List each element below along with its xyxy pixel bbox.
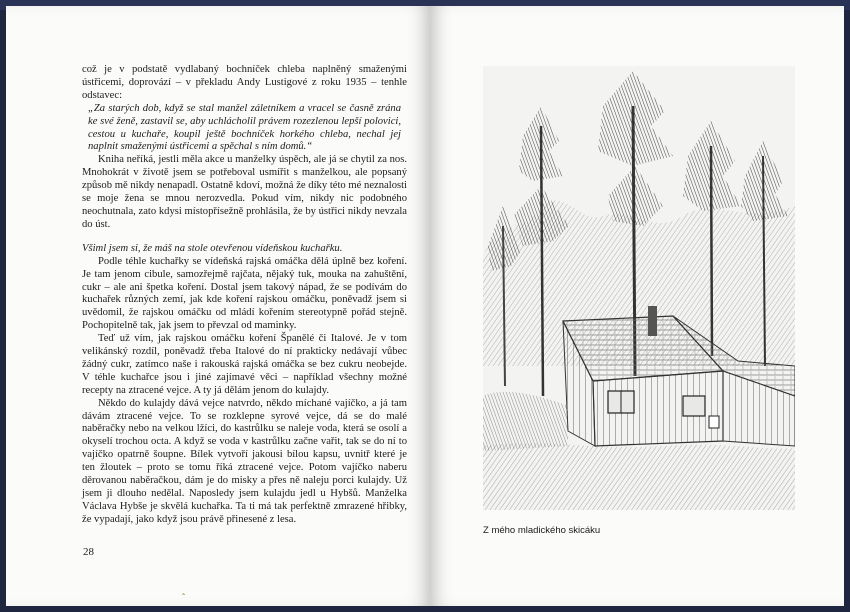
paragraph-spanish-italian: Teď už vím, jak rajskou omáčku koření Španělé či Italové. Je v tom velikánský rozdíl, poněvadž třeba Italové do ní prakticky nedávají vůbec žádný cukr, zatímco naše i rakouská rajská omáčka se bez cukru neobejde. V téhle kuchařce jsou i jiné zajímavé věci – například všechny možné recepty na ztracené vejce. A ty já dělám jenom do kulajdy. — [82, 333, 407, 396]
paragraph-quote: „Za starých dob, když se stal manžel záletníkem a vracel se časně zrána ke své ženě, zastavil se, aby uchlácholil právem rozezlenou lepší polovici, cestou u kuchaře, koupil ještě bochníček horkého chleba, nechal jej naplnit smaženými ústřicemi a spěchal s ním domů.“ — [88, 102, 401, 153]
print-mark: ˆ — [182, 592, 185, 602]
cabin-sketch — [483, 66, 795, 510]
paragraph-intro: což je v podstatě vydlabaný bochníček chleba naplněný smaženými ústřicemi, doprovází – v překladu Andy Lustigové z roku 1935 – tenhle odstavec: — [82, 64, 407, 101]
page-number: 28 — [83, 546, 94, 558]
paragraph-kulajda: Někdo do kulajdy dává vejce natvrdo, někdo míchané vajíčko, a já tam dávám ztracené vejce. To se rozklepne syrové vejce, dá se do malé naběračky nebo na velkou lžíci, do kastrůlku se naleje voda, která se osolí a okyselí trochou octa. A když se voda v kastrůlku začne vařit, tak se do ní to vajíčko opatrně šoupne. Bílek vytvoří jakousi bílou kapsu, uvnitř které je ten žloutek – proto se tomu říká ztracené vejce. Potom vajíčko naberu děrovanou naběračkou, dám je do misky a přes ně naleju porci kulajdy. Už jsem ji dlouho nedělal. Naposledy jsem kulajdu jedl u Hybšů. Manželka Václava Hybše je skvělá kuchařka. Ta ti má tak perfektně zmrazené hřibky, že vypadají, jako když jsou právě přinesené z lesa. — [82, 397, 407, 525]
left-page — [6, 6, 430, 606]
paragraph-tomato-sauce: Podle téhle kuchařky se vídeňská rajská omáčka dělá úplně bez koření. Je tam jenom cibule, samozřejmě rajčata, nějaký tuk, mouka na zahuštění, cukr – ale ani špetka koření. Dostal jsem takový nápad, že se podívám do kuchařek různých zemí, jak kde koření rajskou omáčku, poněvadž jsem si uvědomil, že rajskou omáčku od mládí kořením stereotypně pořád stejně. Pochopitelně tak, jak jsem to převzal od maminky. — [82, 255, 407, 332]
paragraph-reconcile: Kniha neříká, jestli měla akce u manželky úspěch, ale já se chytil za nos. Mnohokrát v životě jsem se potřeboval usmířit s manželkou, ale popsaný způsob mě nikdy nenapadl. Ostatně kdoví, možná že díky této mé neznalosti se moje žena se mnou nerozvedla. Pokud vím, nikdy nic podobného neochutnala, zato kdysi místopřísežně prohlásila, že by ústřici nikdy nevzala do úst. — [82, 154, 407, 230]
right-page — [430, 6, 844, 606]
paragraph-question: Všiml jsem si, že máš na stole otevřenou vídeňskou kuchařku. — [82, 242, 343, 254]
illustration-caption: Z mého mladického skicáku — [483, 525, 601, 536]
sketch-illustration — [483, 66, 795, 510]
left-page-text — [82, 64, 407, 527]
